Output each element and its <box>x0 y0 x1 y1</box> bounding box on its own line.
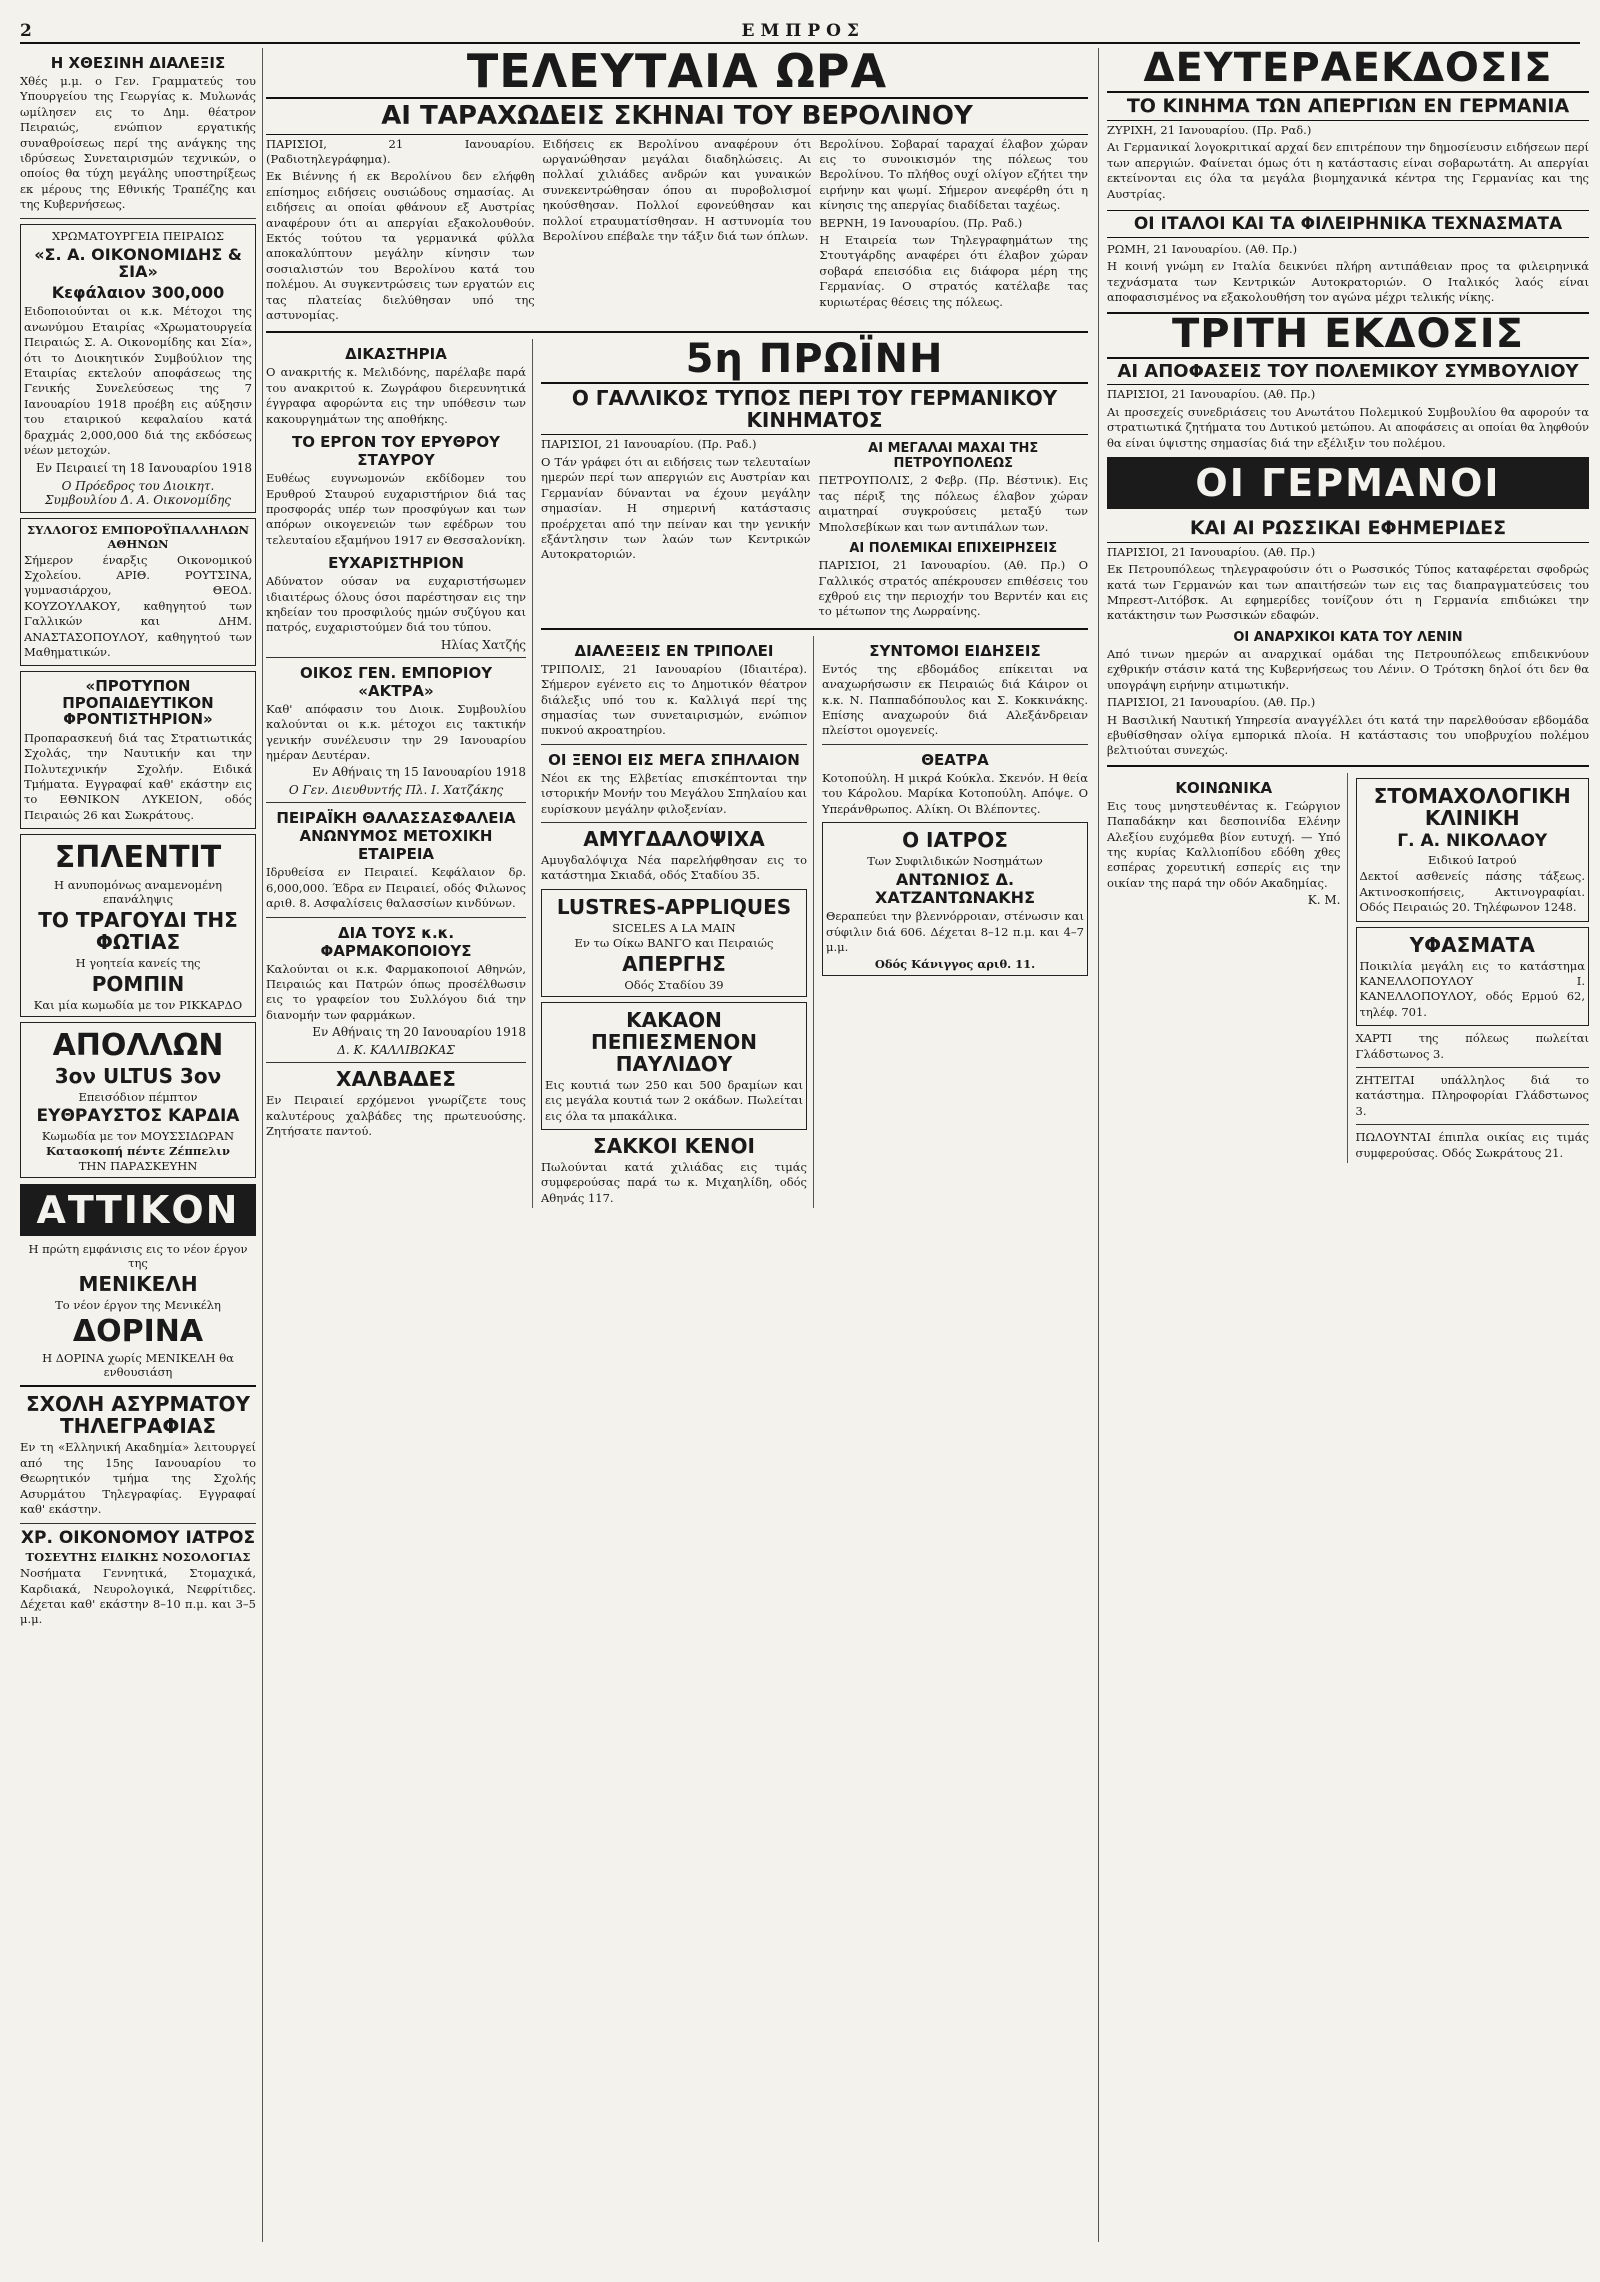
third-dateline: ΠΑΡΙΣΙΟΙ, 21 Ιανουαρίου. (Αθ. Πρ.) <box>1107 387 1316 402</box>
ad7-text: Εν τη «Ελληνική Ακαδημία» λειτουργεί από της 15ης Ιανουαρίου το Θεωρητικόν τμήμα της Σχολής Ασυρμάτου Τηλεγραφίας. Εγγραφαί καθ' εκάστην. <box>20 1440 256 1517</box>
small-heading4: ΟΙΚΟΣ ΓΕΝ. ΕΜΠΟΡΙΟΥ «ΑΚΤΡΑ» <box>299 663 493 700</box>
ad5-line6: ΤΗΝ ΠΑΡΑΣΚΕΥΗΝ <box>78 1158 198 1173</box>
ad-iatros <box>822 822 1088 976</box>
ad1-title: ΧΡΩΜΑΤΟΥΡΓΕΙΑ ΠΕΙΡΑΙΩΣ <box>51 228 225 243</box>
rad1-text: Δεκτοί ασθενείς πάσης τάξεως. Ακτινοσκοπήσεις, Ακτινογραφίαι. Οδός Πειραιώς 20. Τηλέφωνον 1248. <box>1359 869 1585 915</box>
mid-heading6: ΣΑΚΚΟΙ ΚΕΝΟΙ <box>593 1134 755 1158</box>
center-top-col3 <box>819 135 1088 326</box>
left-column <box>20 48 263 2242</box>
small-heading2: ΤΟ ΕΡΓΟΝ ΤΟΥ ΕΡΥΘΡΟΥ ΣΤΑΥΡΟΥ <box>291 433 501 470</box>
mid-text3: Αμυγδαλόψιχα Νέα παρελήφθησαν εις το κατάστημα Σκιαδά, οδός Σταδίου 35. <box>541 852 807 883</box>
ad5-line3: ΕΥΘΡΑΥΣΤΟΣ ΚΑΡΔΙΑ <box>36 1106 240 1127</box>
right-top-text: Αι Γερμανικαί λογοκριτικαί αρχαί δεν επιτρέπουν την δημοσίευσιν ειδήσεων περί των απεργιών. Φαίνεται όμως ότι η κατάστασις είναι σοβαρωτάτη. Αι απεργίαι εκτείνονται εις όλα τα μεγάλα βιομηχανικά κέντρα της Γερμανίας και της Αυστρίας. <box>1107 140 1589 201</box>
small-sign3: Ηλίας Χατζής <box>440 637 526 652</box>
ad-splendit <box>20 834 256 1017</box>
paper-name: ΕΜΠΡΟΣ <box>741 21 865 41</box>
ad8-text: Νοσήματα Γεννητικά, Στομαχικά, Καρδιακά, Νευρολογικά, Νεφρίτιδες. Δέχεται καθ' εκάστην 8–10 π.μ. και 3–5 μ.μ. <box>20 1566 256 1627</box>
ad7-title: ΣΧΟΛΗ ΑΣΥΡΜΑΤΟΥ ΤΗΛΕΓΡΑΦΙΑΣ <box>25 1392 251 1439</box>
ad1-sign: Ο Πρόεδρος του Διοικητ. Συμβουλίου Δ. Α. Οικονομίδης <box>44 478 232 507</box>
right-bottom <box>1107 773 1589 1163</box>
rmini-text1: Εντός της εβδομάδος επίκειται να αναχωρήσωσιν εκ Πειραιώς διά Κάιρον οι κ.κ. Ν. Παππαδόπουλος και Σ. Κοκκινάκης. Επίσης αναχωρούν διά Αλεξάνδρειαν πλείστοι ομογενείς. <box>822 661 1088 738</box>
center-wide-column <box>541 336 1088 1208</box>
ad6-title: ΑΤΤΙΚΟΝ <box>20 1184 256 1236</box>
mid-text6: Πωλούνται κατά χιλιάδας εις τιμάς συμφερούσας παρά τω κ. Μιχαηλίδη, οδός Αθηνάς 117. <box>541 1160 807 1205</box>
rad2-text: Ποικιλία μεγάλη εις το κατάστημα ΚΑΝΕΛΛΟΠΟΥΛΟΥ Ι. ΚΑΝΕΛΛΟΠΟΥΛΟΥ, οδός Ερμού 62, τηλέφ. 701. <box>1359 958 1585 1019</box>
divider <box>266 657 526 658</box>
second-title: 5η ΠΡΩΪΝΗ <box>541 339 1088 384</box>
divider <box>20 218 256 219</box>
ad-protypon <box>20 671 256 829</box>
center-top-text-c: Βερολίνου. Σοβαραί ταραχαί έλαβον χώραν εις το συνοικισμόν της πόλεως του Βερολίνου. Το πλήθος ουχί ολίγον εζήτει την ειρήνην και ψωμί. Σήμερον ανεφέρθη ότι η κίνησις της απεργίας διαδίδεται ταχέως. <box>819 136 1088 213</box>
small-date4: Εν Αθήναις τη 15 Ιανουαρίου 1918 <box>312 765 526 780</box>
small-heading3: ΕΥΧΑΡΙΣΤΗΡΙΟΝ <box>328 554 464 573</box>
ad5-line4: Κωμωδία με τον ΜΟΥΣΣΙΔΩΡΑΝ <box>41 1128 235 1143</box>
social-column <box>1107 773 1348 1163</box>
italian-heading: ΟΙ ΙΤΑΛΟΙ ΚΑΙ ΤΑ ΦΙΛΕΙΡΗΝΙΚΑ ΤΕΧΝΑΣΜΑΤΑ <box>1107 210 1589 238</box>
rad1-name: Γ. Α. ΝΙΚΟΛΑΟΥ <box>1397 830 1548 851</box>
ad5-line1: 3ον ULTUS 3ον <box>54 1064 222 1089</box>
mid-text5: Εις κουτιά των 250 και 500 δραμίων και εις μεγάλα κουτιά των 2 οκάδων. Πωλείται εις όλα τα μπακάλικα. <box>545 1077 803 1123</box>
ad4-line5: Και μία κωμωδία με τον ΡΙΚΚΑΡΔΟ <box>33 997 243 1012</box>
rmini-text3a: Των Συφιλιδικών Νοσημάτων <box>867 853 1043 868</box>
mid-text2: Νέοι εκ της Ελβετίας επισκέπτονται την ιστορικήν Μονήν του Μεγάλου Σπηλαίου και ευρίσκουν μεγάλην φιλοξενίαν. <box>541 770 807 816</box>
center-top-text-d: Η Εταιρεία των Τηλεγραφημάτων της Στουτγάρδης αναφέρει ότι έλαβον χώραν σοβαρά επεισόδια εις διάφορα μέρη της Γερμανίας. Ο στρατός κατέλαβε τας κυριωτέρας θέσεις της πόλεως. <box>819 233 1088 309</box>
ads-column <box>1356 773 1590 1163</box>
mid-text4b: Εν τω Οίκω ΒΑΝΓΟ και Πειραιώς <box>574 935 774 950</box>
germans-text-c: Η Βασιλική Ναυτική Υπηρεσία αναγγέλλει ότι κατά την παρελθούσαν εβδομάδα εβυθίσθησαν ολίγα εμπορικά πλοία. Η κατάστασις του υποβρυχίου πολέμου βελτιούται συνεχώς. <box>1107 712 1589 758</box>
center-column <box>266 48 1088 2242</box>
center-top-col2 <box>543 135 812 326</box>
rad3-text: ΧΑΡΤΙ της πόλεως πωλείται Γλάδστωνος 3. <box>1355 1031 1589 1061</box>
right-top-dateline: ΖΥΡΙΧΗ, 21 Ιανουαρίου. (Πρ. Ραδ.) <box>1107 122 1312 137</box>
ad3-title: «ΠΡΟΤΥΠΟΝ ΠΡΟΠΑΙΔΕΥΤΙΚΟΝ ΦΡΟΝΤΙΣΤΗΡΙΟΝ» <box>62 677 214 729</box>
masthead <box>20 20 1580 44</box>
divider <box>541 822 807 823</box>
second-text-c: ΠΑΡΙΣΙΟΙ, 21 Ιανουαρίου. (Αθ. Πρ.) Ο Γαλλικός στρατός απέκρουσεν επιθέσεις του εχθρού εις την περιοχήν του Βερντέν και εις το μέτωπον της Λωρραίνης. <box>818 558 1088 619</box>
small-heading1: ΔΙΚΑΣΤΗΡΙΑ <box>345 345 447 364</box>
rad1-title: ΣΤΟΜΑΧΟΛΟΓΙΚΗ ΚΛΙΝΙΚΗ <box>1373 783 1571 830</box>
divider <box>822 744 1088 745</box>
small-text3: Αδύνατον ούσαν να ευχαριστήσωμεν ιδιαιτέρως όλους όσοι παρέστησαν εις την κηδείαν του προσφιλούς ημών συζύγου και πατρός, ευχαριστούμεν διά του τύπου. <box>266 574 526 635</box>
small-date6: Εν Αθήναις τη 20 Ιανουαρίου 1918 <box>312 1025 526 1040</box>
ad-lustres <box>541 889 807 997</box>
germans-dateline: ΠΑΡΙΣΙΟΙ, 21 Ιανουαρίου. (Αθ. Πρ.) <box>1107 544 1316 559</box>
ad5-line5: Κατασκοπή πέντε Ζέππελιν <box>46 1143 230 1158</box>
ad-chromatourgeia <box>20 224 256 513</box>
center-top-body <box>266 135 1088 326</box>
ad1-company: «Σ. Α. ΟΙΚΟΝΟΜΙΔΗΣ & ΣΙΑ» <box>34 244 242 282</box>
ad6-line4: ΔΟΡΙΝΑ <box>72 1313 204 1349</box>
right-mini-column <box>822 636 1088 1209</box>
third-subtitle: ΑΙ ΑΠΟΦΑΣΕΙΣ ΤΟΥ ΠΟΛΕΜΙΚΟΥ ΣΥΜΒΟΥΛΙΟΥ <box>1107 359 1589 386</box>
lower-wide <box>541 636 1088 1209</box>
divider <box>266 331 1088 333</box>
mid-heading4: LUSTRES-APPLIQUES <box>556 894 792 919</box>
ad-stomach-clinic <box>1356 778 1590 922</box>
center-top-subtitle: ΑΙ ΤΑΡΑΧΩΔΕΙΣ ΣΚΗΝΑΙ ΤΟΥ ΒΕΡΟΛΙΝΟΥ <box>266 99 1088 135</box>
small-text4: Καθ' απόφασιν του Διοικ. Συμβουλίου καλούνται οι κ.κ. μέτοχοι εις τακτικήν γενικήν συνέλευσιν την 29 Ιανουαρίου ημέραν Δευτέραν. <box>266 701 526 762</box>
mid-heading1: ΔΙΑΛΕΞΕΙΣ ΕΝ ΤΡΙΠΟΛΕΙ <box>574 641 774 660</box>
small-heading5: ΠΕΙΡΑΪΚΗ ΘΑΛΑΣΣΑΣΦΑΛΕΙΑ ΑΝΩΝΥΜΟΣ ΜΕΤΟΧΙΚΗ ΕΤΑΙΡΕΙΑ <box>276 809 516 864</box>
third-title: ΤΡΙΤΗ ΕΚΔΟΣΙΣ <box>1107 312 1589 359</box>
small-text1: Ο ανακριτής κ. Μελιδόνης, παρέλαβε παρά του ανακριτού κ. Ζωγράφου διερευνητικά έγγραφα αφορώντα εις την υπόθεσιν των κακουργημάτων της αποθήκης. <box>266 365 526 426</box>
social-heading: ΚΟΙΝΩΝΙΚΑ <box>1175 778 1273 797</box>
mid-heading3: ΑΜΥΓΔΑΛΟΨΙΧΑ <box>583 826 765 851</box>
center-small-column <box>266 339 533 1208</box>
masthead-spacer <box>1575 21 1580 41</box>
social-text: Εις τους μνηστευθέντας κ. Γεώργιον Παπαδάκην και δεσποινίδα Ελένην Αλεξίου ευχόμεθα βίον ευτυχή. — Υπό της κυρίας Καλλιοπίδου εδόθη χθες εσπέρας χορευτική εσπερίς εις την οικίαν της παρά την οδόν Ακαδημίας. <box>1107 798 1341 890</box>
center-top-text-a: Εκ Βιέννης ή εκ Βερολίνου δεν ελήφθη επίσημος ειδήσεις ουσιώδους σημασίας. Αι ειδήσεις αι οποίαι φθάνουν εξ Αυστρίας αναφέρουν ότι αι απεργίαι εξακολουθούν. Εκτός τούτου τα γερμανικά φύλλα αποκαλύπτουν μεγάλην κίνησιν των σοσιαλιστών του Βερολίνου κατά του πολέμου. Αι συγκεντρώσεις των εργατών εις τας πλατείας διελύθησαν υπό της αστυνομίας. <box>266 169 535 323</box>
mid-heading4b: ΑΠΕΡΓΗΣ <box>622 951 726 976</box>
rad4-text: ΖΗΤΕΙΤΑΙ υπάλληλος διά το κατάστημα. Πληροφορίαι Γλάδστωνος 3. <box>1355 1073 1589 1118</box>
ad8-line1: ΤΟΣΕΥΤΗΣ ΕΙΔΙΚΗΣ ΝΟΣΟΛΟΓΙΑΣ <box>25 1550 251 1565</box>
mid-text4c: Οδός Σταδίου 39 <box>624 977 724 992</box>
rmini-heading3: Ο ΙΑΤΡΟΣ <box>902 827 1008 852</box>
divider <box>541 628 1088 630</box>
divider <box>20 1523 256 1524</box>
newspaper-page <box>20 20 1589 2242</box>
right-top-title: ΔΕΥΤΕΡΑΕΚΔΟΣΙΣ <box>1107 48 1589 93</box>
second-subtitle: Ο ΓΑΛΛΙΚΟΣ ΤΥΠΟΣ ΠΕΡΙ ΤΟΥ ΓΕΡΜΑΝΙΚΟΥ ΚΙΝΗΜΑΤΟΣ <box>541 384 1088 435</box>
small-sign6: Δ. Κ. ΚΑΛΛΙΒΩΚΑΣ <box>337 1043 455 1058</box>
page-number: 2 <box>20 21 32 41</box>
divider <box>1356 1067 1590 1068</box>
mid-heading2: ΟΙ ΞΕΝΟΙ ΕΙΣ ΜΕΓΑ ΣΠΗΛΑΙΟΝ <box>548 750 800 769</box>
ad-apollon <box>20 1022 256 1178</box>
second-dateline: ΠΑΡΙΣΙΟΙ, 21 Ιανουαρίου. (Πρ. Ραδ.) <box>541 437 757 452</box>
ad6-line3: Το νέον έργον της Μενικέλη <box>55 1297 221 1312</box>
rmini-text3b: Θεραπεύει την βλεννόρροιαν, στένωσιν και σύφιλιν διά 606. Δέχεται 8–12 π.μ. και 4–7 μ.μ. <box>826 909 1084 954</box>
third-text: Αι προσεχείς συνεδριάσεις του Ανωτάτου Πολεμικού Συμβουλίου θα αφορούν τα στρατιωτικά ζητήματα του Δυτικού μετώπου. Αι αποφάσεις αι οποίαι θα ληφθούν θα είναι ύψιστης σημασίας διά την εξέλιξιν του πολέμου. <box>1107 404 1589 450</box>
ad2-title: ΣΥΛΛΟΓΟΣ ΕΜΠΟΡΟΫΠΑΛΛΗΛΩΝ ΑΘΗΝΩΝ <box>27 522 249 551</box>
ad5-line2: Επεισόδιον πέμπτον <box>78 1090 198 1105</box>
rmini-heading1: ΣΥΝΤΟΜΟΙ ΕΙΔΗΣΕΙΣ <box>869 641 1041 660</box>
ad4-line2: ΤΟ ΤΡΑΓΟΥΔΙ ΤΗΣ ΦΩΤΙΑΣ <box>38 907 238 954</box>
small-text6: Καλούνται οι κ.κ. Φαρμακοποιοί Αθηνών, Πειραιώς και Πατρών όπως προσέλθωσιν εις το γραφείον του Συλλόγου διά την διανομήν των φαρμάκων. <box>266 961 526 1022</box>
center-top-dateline: ΠΑΡΙΣΙΟΙ, 21 Ιανουαρίου. (Ραδιοτηλεγράφημα). <box>266 136 535 166</box>
divider <box>541 744 807 745</box>
center-top-dateline2: ΒΕΡΝΗ, 19 Ιανουαρίου. (Πρ. Ραδ.) <box>819 215 1023 230</box>
center-lower <box>266 336 1088 1208</box>
rmini-text3c: Οδός Κάνιγγος αριθ. 11. <box>874 957 1036 972</box>
ad6-line1: Η πρώτη εμφάνισις εις το νέον έργον της <box>28 1241 248 1270</box>
second-body <box>541 435 1088 621</box>
rmini-text2: Κοτοπούλη. Η μικρά Κούκλα. Σκενόν. Η θεία του Κάρολου. Μαρίκα Κοτοπούλη. Απόψε. Ο Υπεράνθρωπος. Αλίκη. Οι Βλέποντες. <box>822 770 1088 816</box>
divider <box>20 1385 256 1387</box>
second-col1 <box>541 435 811 621</box>
rmini-heading3b: ΑΝΤΩΝΙΟΣ Δ. ΧΑΤΖΑΝΤΩΝΑΚΗΣ <box>874 869 1035 907</box>
center-top-text-b: Ειδήσεις εκ Βερολίνου αναφέρουν ότι ωργανώθησαν μεγάλαι διαδηλώσεις. Αι πολλαί χιλιάδες ανδρών και γυναικών συνεκεντρώθησαν όπου αι πυροβολισμοί ηκούσθησαν. Πολλοί εφονεύθησαν και πολλοί ετραυματίσθησαν. Η αστυνομία του Βερολίνου επέβαλε την τάξιν διά των όπλων. <box>542 136 812 244</box>
germans-text-a: Εκ Πετρουπόλεως τηλεγραφούσιν ότι ο Ρωσσικός Τύπος καταφέρεται σφοδρώς κατά των Γερμανών και των απαιτήσεών των εις τας διαπραγματεύσεις του Μπρεστ-Λιτόβσκ. Αι εφημερίδες τονίζουν ότι η Γερμανία επιδιώκει την κατάκτησιν των Ρωσσικών εδαφών. <box>1107 562 1589 623</box>
germans-subtitle: ΚΑΙ ΑΙ ΡΩΣΣΙΚΑΙ ΕΦΗΜΕΡΙΔΕΣ <box>1107 515 1589 543</box>
germans-dateline-c: ΠΑΡΙΣΙΟΙ, 21 Ιανουαρίου. (Αθ. Πρ.) <box>1107 695 1316 710</box>
divider <box>1356 1124 1590 1125</box>
ad4-line4: ΡΟΜΠΙΝ <box>91 971 185 996</box>
small-text7: Εν Πειραιεί ερχόμενοι γνωρίζετε τους καλυτέρους χαλβάδες της πρωτευούσης. Ζητήσατε παντού. <box>266 1093 526 1139</box>
divider <box>266 802 526 803</box>
mid-text4a: SICELES A LA MAIN <box>612 920 736 935</box>
italian-dateline: ΡΩΜΗ, 21 Ιανουαρίου. (Αθ. Πρ.) <box>1107 241 1298 256</box>
italian-text: Η κοινή γνώμη εν Ιταλία δεικνύει πλήρη αντιπάθειαν προς τα φιλειρηνικά τεχνάσματα των Κεντρικών Αυτοκρατοριών. Ο Ιταλικός λαός είναι αποφασισμένος να εξακολουθήση τον αγώνα μέχρι τελικής νίκης. <box>1107 259 1589 305</box>
center-top-col1 <box>266 135 535 326</box>
second-text-a: Ο Τάν γράφει ότι αι ειδήσεις των τελευταίων ημερών περί των απεργιών εις Αυστρίαν και Γερμανίαν δύνανται να έχουν μεγάλην σημασίαν. Η σημερινή κατάστασις προέρχεται από την πείναν και την γενικήν εξάντλησιν των λαών των Κεντρικών Αυτοκρατοριών. <box>541 454 811 562</box>
ad1-date: Εν Πειραιεί τη 18 Ιανουαρίου 1918 <box>36 460 252 475</box>
mid-column <box>541 636 814 1209</box>
small-heading7: ΧΑΛΒΑΔΕΣ <box>336 1067 456 1092</box>
rmini-heading2: ΘΕΑΤΡΑ <box>921 750 989 769</box>
ad8-title: ΧΡ. ΟΙΚΟΝΟΜΟΥ ΙΑΤΡΟΣ <box>20 1527 256 1548</box>
second-heading-c: ΑΙ ΠΟΛΕΜΙΚΑΙ ΕΠΙΧΕΙΡΗΣΕΙΣ <box>849 541 1058 557</box>
divider <box>266 917 526 918</box>
ad-fabrics <box>1356 927 1590 1027</box>
second-col2 <box>819 435 1089 621</box>
ad3-text: Προπαρασκευή διά τας Στρατιωτικάς Σχολάς, την Ναυτικήν και την Πολυτεχνικήν Σχολήν. Ειδικά Τμήματα. Εγγραφαί καθ' εκάστην εις το ΕΘΝΙΚΟΝ ΛΥΚΕΙΟΝ, οδός Πειραιώς 26 και Σωκράτους. <box>24 730 252 822</box>
mid-heading5: ΚΑΚΑΟΝ ΠΕΠΙΕΣΜΕΝΟΝ ΠΑΥΛΙΔΟΥ <box>591 1007 757 1076</box>
ad1-text: Ειδοποιούνται οι κ.κ. Μέτοχοι της ανωνύμου Εταιρίας «Χρωματουργεία Πειραιώς Σ. Α. Οικονομίδης και Σία», ότι το Διοικητικόν Συμβούλιον της Εταιρίας εκτελούν αποφάσεως της Γενικής Συνελεύσεως της 7 Ιανουαρίου 1918 προέβη εις αύξησιν του εταιρικού κεφαλαίου κατά δραχμάς 2,000,000 διά της εκδόσεως νέων μετοχών. <box>24 304 252 458</box>
feature-text: Χθές μ.μ. ο Γεν. Γραμματεύς του Υπουργείου της Γεωργίας κ. Μυλωνάς ωμίλησεν εις το Δημ. θέατρον Πειραιώς, ενώπιον εργατικής συναθροίσεως περί της ανάγκης της ιδρύσεως Συνεταιρισμών τεχνικών, ο οποίος θα τύχη μεγάλης υποστηρίξεως εκ μέρους της Εθνικής Τραπέζης και της Κυβερνήσεως. <box>20 74 256 212</box>
second-heading-b: ΑΙ ΜΕΓΑΛΑΙ ΜΑΧΑΙ ΤΗΣ ΠΕΤΡΟΥΠΟΛΕΩΣ <box>868 441 1039 472</box>
right-column <box>1098 48 1589 2242</box>
ad4-title: ΣΠΛΕΝΤΙΤ <box>54 840 222 876</box>
germans-heading-b: ΟΙ ΑΝΑΡΧΙΚΟΙ ΚΑΤΑ ΤΟΥ ΛΕΝΙΝ <box>1233 629 1463 645</box>
mid-text1: ΤΡΙΠΟΛΙΣ, 21 Ιανουαρίου (Ιδιαιτέρα). Σήμερον εγένετο εις το Δημοτικόν θέατρον διάλεξις υπό του κ. Καλλιγά περί της σημασίας των συνεταιρισμών, ενώπιον πυκνού ακροατηρίου. <box>541 661 807 738</box>
ad6-line2: ΜΕΝΙΚΕΛΗ <box>78 1271 198 1296</box>
ad6-line5: Η ΔΟΡΙΝΑ χωρίς ΜΕΝΙΚΕΛΗ θα ενθουσιάση <box>42 1351 234 1380</box>
small-heading6: ΔΙΑ ΤΟΥΣ κ.κ. ΦΑΡΜΑΚΟΠΟΙΟΥΣ <box>320 923 472 960</box>
social-sign: Κ. Μ. <box>1307 893 1341 908</box>
divider <box>266 1062 526 1063</box>
ad-kakao <box>541 1002 807 1130</box>
rad5-text: ΠΩΛΟΥΝΤΑΙ έπιπλα οικίας εις τιμάς συμφερούσας. Οδός Σωκράτους 21. <box>1355 1130 1589 1160</box>
germans-title: ΟΙ ΓΕΡΜΑΝΟΙ <box>1107 457 1589 509</box>
center-top-title: ΤΕΛΕΥΤΑΙΑ ΩΡΑ <box>266 48 1088 99</box>
ad5-title: ΑΠΟΛΛΩΝ <box>52 1027 224 1063</box>
rad2-title: ΥΦΑΣΜΑΤΑ <box>1409 932 1535 957</box>
feature-title: Η ΧΘΕΣΙΝΗ ΔΙΑΛΕΞΙΣ <box>50 54 226 72</box>
ad4-line3: Η γοητεία κανείς της <box>75 955 201 970</box>
rad1-line: Ειδικού Ιατρού <box>1428 853 1517 868</box>
right-top-subtitle: ΤΟ ΚΙΝΗΜΑ ΤΩΝ ΑΠΕΡΓΙΩΝ ΕΝ ΓΕΡΜΑΝΙΑ <box>1107 93 1589 121</box>
small-text5: Ιδρυθείσα εν Πειραιεί. Κεφάλαιον δρ. 6,000,000. Έδρα εν Πειραιεί, οδός Φιλωνος αριθ. 8. Ασφαλίσεις θαλασσίων κινδύνων. <box>266 865 526 911</box>
ad4-line1: Η ανυπομόνως αναμενομένη επανάληψις <box>54 877 222 906</box>
ad1-capital: Κεφάλαιον 300,000 <box>51 282 225 302</box>
germans-text-b: Από τινων ημερών αι αναρχικαί ομάδαι της Πετρουπόλεως επιδεικνύουν εχθρικήν στάσιν κατά της Κυβερνήσεως του Λένιν. Ο Τρότσκη δηλοί ότι δεν θα υπογράψη ειρήνην ατιμωτικήν. <box>1107 646 1589 692</box>
divider <box>1107 765 1589 767</box>
small-sign4: Ο Γεν. Διευθυντής Πλ. Ι. Χατζάκης <box>288 783 504 798</box>
ad-syllogos <box>20 518 256 667</box>
small-text2: Ευθέως ευγνωμονών εκδίδομεν του Ερυθρού Σταυρού ευχαριστήριον διά τας προσφοράς υπέρ των προσφύγων και των απόρων οικογενειών των εφέδρων του τελευταίου εξαμήνου 1917 εν Θεσσαλονίκη. <box>266 471 526 547</box>
second-text-b: ΠΕΤΡΟΥΠΟΛΙΣ, 2 Φεβρ. (Πρ. Βέστνικ). Εις τας πέριξ της πόλεως έλαβον χώραν αιματηραί συγκρούσεις μεταξύ των Μπολσεβίκων και των αντιπάλων των. <box>818 473 1088 534</box>
ad2-text: Σήμερον έναρξις Οικονομικού Σχολείου. ΑΡΙΘ. ΡΟΥΤΣΙΝΑ, γυμνασιάρχου, ΘΕΟΔ. ΚΟΥΖΟΥΛΑΚΟΥ, καθηγητού των Γαλλικών και ΔΗΜ. ΑΝΑΣΤΑΣΟΠΟΥΛΟΥ, καθηγητού των Μαθηματικών. <box>24 552 252 659</box>
